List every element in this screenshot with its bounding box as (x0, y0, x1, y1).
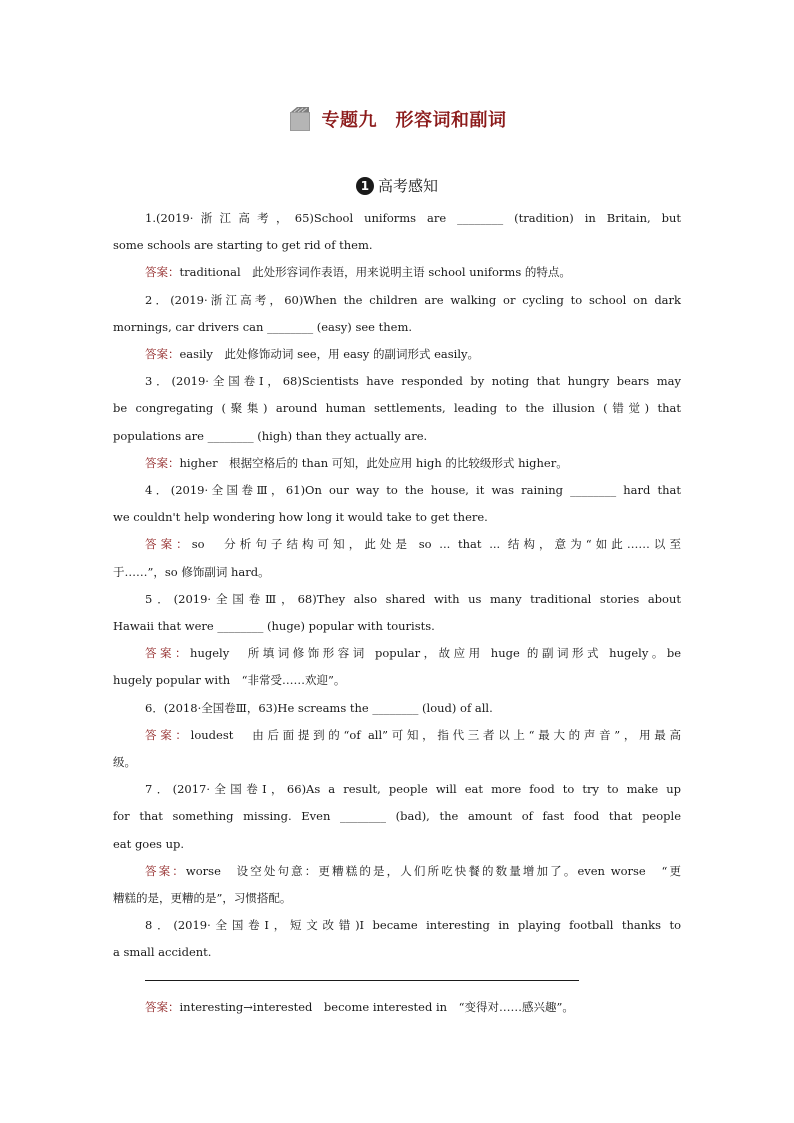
answer-line (113, 259, 681, 286)
answer-line (113, 858, 681, 885)
answer-text: 级。 (113, 755, 136, 770)
question-text-line: 4．(2019·全国卷Ⅲ，61)On our way to the house, it was raining ________ hard that (145, 483, 681, 498)
question-text-line: 2．(2019·浙江高考，60)When the children are walking or cycling to school on dark (145, 292, 681, 307)
section-number-badge: 1 (356, 177, 374, 195)
question-text-line: a small accident. (113, 945, 212, 960)
answer-text: higher 根据空格后的 than 可知，此处应用 high 的比较级形式 higher。 (179, 455, 568, 470)
page-title: 专题九 形容词和副词 (321, 110, 507, 131)
answer-text: hugely 所填词修饰形容词 popular，故应用 huge 的副词形式 hugely。be (190, 646, 682, 661)
question-item (113, 205, 681, 287)
answer-text: interesting→interested become interested in “变得对……感兴趣”。 (179, 999, 574, 1014)
answer-label: 答案： (145, 999, 180, 1014)
answer-line (113, 559, 681, 586)
answer-text: 于……”，so 修饰副词 hard。 (113, 564, 270, 579)
question-text-line: 3．(2019·全国卷Ⅰ，68)Scientists have responded by noting that hungry bears may (145, 374, 681, 389)
question-text-line: for that something missing. Even ________ (bad), the amount of fast food that people (113, 809, 681, 824)
answer-line (113, 640, 681, 667)
answer-text: worse 设空处句意：更糟糕的是，人们所吃快餐的数量增加了。even worse “更 (185, 863, 681, 878)
question-item (113, 287, 681, 369)
answer-line (113, 531, 681, 558)
question-text-line: populations are ________ (high) than they actually are. (113, 428, 428, 443)
question-text-line: 1.(2019·浙江高考，65)School uniforms are ________ (tradition) in Britain, but (145, 211, 681, 225)
answer-line (113, 722, 681, 749)
question-text-line: 7．(2017·全国卷Ⅰ，66)As a result, people will eat more food to try to make up (145, 782, 681, 797)
answer-text: 糟糕的是，更糟的是”，习惯搭配。 (113, 891, 292, 906)
question-item (113, 695, 681, 777)
question-text-line: Hawaii that were ________ (huge) popular with tourists. (113, 619, 435, 634)
answer-text: so 分析句子结构可知，此处是 so ... that ... 结构，意为“如此……以至 (191, 537, 682, 552)
answer-label: 答案： (145, 347, 180, 362)
question-text-line: 8．(2019·全国卷Ⅰ，短文改错)I became interesting in playing football thanks to (145, 918, 681, 933)
question-text-line: some schools are starting to get rid of them. (113, 238, 373, 253)
question-item (113, 586, 681, 695)
answer-text: hugely popular with “非常受……欢迎”。 (113, 673, 346, 688)
question-item (113, 368, 681, 477)
answer-text: loudest 由后面提到的“of all”可知，指代三者以上“最大的声音”，用最高 (190, 727, 682, 742)
answer-blank-line (113, 967, 681, 994)
answer-line (113, 341, 681, 368)
section-label: 高考感知 (377, 177, 438, 195)
answer-label: 答案： (145, 265, 180, 280)
answer-label: 答案： (145, 455, 180, 470)
section-heading (0, 175, 794, 196)
book-icon (288, 106, 312, 132)
title-row (0, 106, 794, 132)
question-list (113, 205, 681, 1021)
answer-text: traditional 此处形容词作表语，用来说明主语 school uniforms 的特点。 (179, 265, 571, 280)
answer-label: 答案： (145, 646, 191, 661)
answer-line (113, 450, 681, 477)
answer-line (113, 994, 681, 1021)
answer-line (113, 749, 681, 776)
answer-line (113, 667, 681, 694)
answer-label: 答案： (145, 537, 192, 552)
question-text-line: 5．(2019·全国卷Ⅲ，68)They also shared with us many traditional stories about (145, 591, 681, 606)
question-text-line: eat goes up. (113, 836, 185, 851)
question-item (113, 477, 681, 586)
question-text-line: 6．(2018·全国卷Ⅲ，63)He screams the ________ (loud) of all. (145, 700, 493, 715)
question-text-line: mornings, car drivers can ________ (easy) see them. (113, 319, 412, 334)
question-item (113, 912, 681, 1021)
answer-line (113, 885, 681, 912)
question-text-line: we couldn't help wondering how long it would take to get there. (113, 510, 488, 525)
question-item (113, 776, 681, 912)
answer-label: 答案： (145, 727, 191, 742)
answer-label: 答案： (145, 863, 186, 878)
answer-text: easily 此处修饰动词 see，用 easy 的副词形式 easily。 (179, 347, 480, 362)
question-text-line: be congregating (聚集) around human settlements, leading to the illusion (错觉) that (113, 401, 681, 416)
